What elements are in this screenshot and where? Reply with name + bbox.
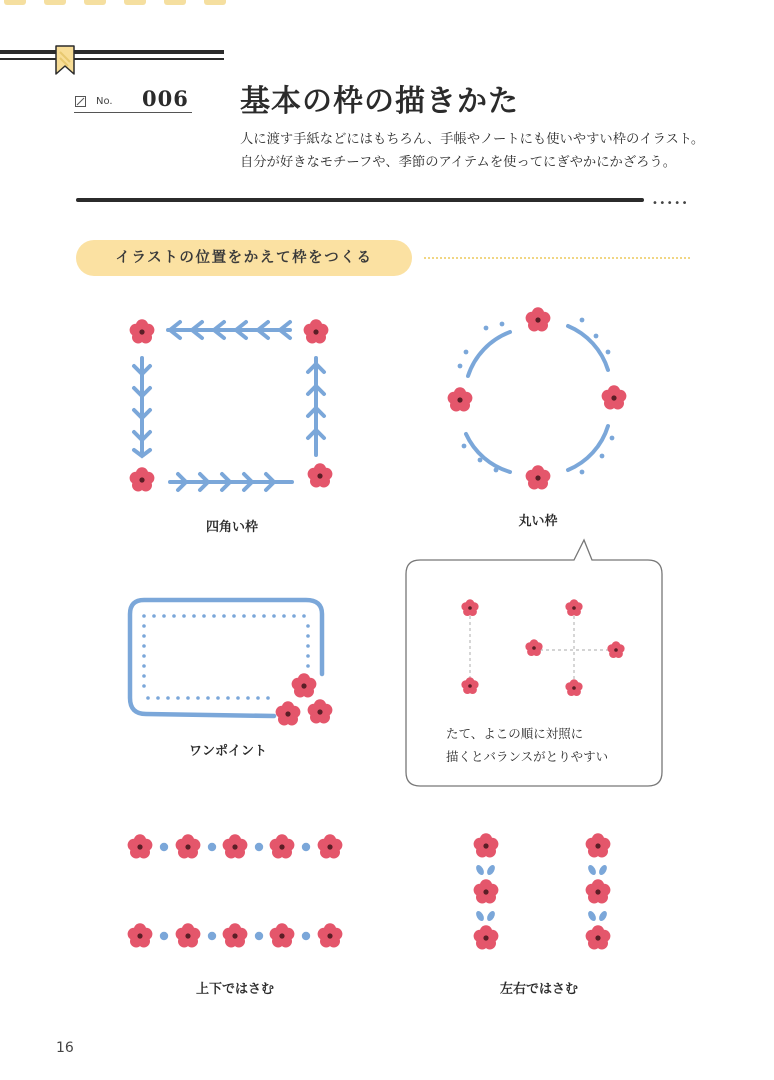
flower-icon	[474, 879, 499, 903]
flower-icon	[474, 925, 499, 949]
circle-frame-illustration	[436, 296, 640, 500]
flower-icon	[128, 923, 153, 947]
flower-icon	[176, 834, 201, 858]
bookmark-icon	[54, 44, 76, 76]
tip-line: たて、よこの順に対照に	[446, 726, 584, 741]
flower-icon	[270, 923, 295, 947]
flower-icon	[526, 307, 551, 331]
topbottom-frame-illustration	[120, 830, 350, 954]
flower-icon	[223, 923, 248, 947]
flower-icon	[130, 467, 155, 491]
flower-icon	[276, 701, 301, 725]
flower-icon	[448, 387, 473, 411]
header-rule-thick	[0, 50, 224, 54]
section-heading: イラストの位置をかえて枠をつくる	[76, 240, 412, 276]
tip-line: 描くとバランスがとりやすい	[446, 749, 609, 764]
onepoint-frame-illustration	[124, 594, 338, 732]
flower-icon	[128, 834, 153, 858]
square-frame-illustration	[120, 310, 340, 500]
leftright-caption: 左右ではさむ	[499, 982, 578, 997]
article-number: 006	[142, 86, 189, 111]
heading-dots	[424, 257, 690, 259]
top-decoration	[0, 0, 240, 6]
edit-icon	[75, 96, 86, 107]
flower-icon	[308, 699, 333, 723]
description-line: 人に渡す手紙などにはもちろん、手帳やノートにも使いやすい枠のイラスト。	[240, 132, 705, 147]
section-divider	[76, 198, 644, 202]
flower-icon	[270, 834, 295, 858]
description-line: 自分が好きなモチーフや、季節のアイテムを使ってにぎやかにかざろう。	[240, 155, 677, 170]
page-number: 16	[56, 1040, 74, 1056]
divider-dots: •••••	[652, 198, 689, 209]
flower-icon	[292, 673, 317, 697]
tip-text	[446, 722, 608, 768]
page-description	[240, 128, 704, 174]
number-label: No.	[96, 96, 113, 107]
flower-icon	[318, 834, 343, 858]
flower-icon	[304, 319, 329, 343]
flower-icon	[586, 879, 611, 903]
topbottom-caption: 上下ではさむ	[195, 982, 274, 997]
header-rule-thin	[0, 58, 224, 60]
leftright-frame-illustration	[460, 826, 620, 956]
flower-icon	[586, 833, 611, 857]
square-frame-caption: 四角い枠	[205, 520, 258, 535]
flower-icon	[526, 465, 551, 489]
flower-icon	[176, 923, 201, 947]
circle-frame-caption: 丸い枠	[518, 514, 558, 529]
onepoint-caption: ワンポイント	[188, 744, 267, 759]
flower-icon	[602, 385, 627, 409]
flower-icon	[474, 833, 499, 857]
flower-icon	[308, 463, 333, 487]
flower-icon	[318, 923, 343, 947]
page-title: 基本の枠の描きかた	[240, 84, 519, 119]
flower-icon	[586, 925, 611, 949]
flower-icon	[130, 319, 155, 343]
flower-icon	[223, 834, 248, 858]
